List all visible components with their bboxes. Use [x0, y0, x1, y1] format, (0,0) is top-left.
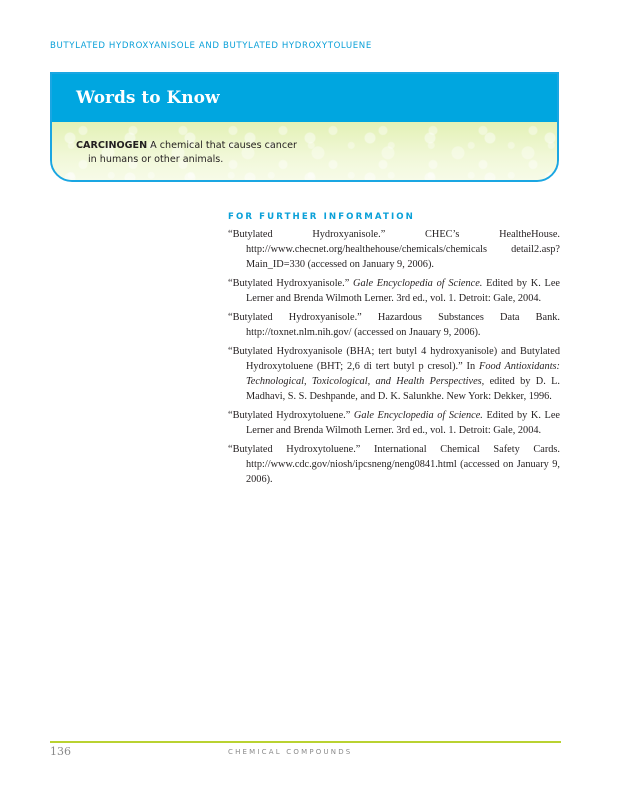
footer-book-title: CHEMICAL COMPOUNDS: [228, 748, 353, 756]
running-head: BUTYLATED HYDROXYANISOLE AND BUTYLATED HYDROXYTOLUENE: [50, 41, 372, 51]
words-to-know-header: [52, 74, 557, 122]
reference-italic: Gale Encyclopedia of Science.: [353, 410, 483, 421]
reference-list: [228, 227, 560, 491]
glossary-definition: A chemical that causes cancer in humans or other animals.: [88, 140, 297, 165]
reference-text: “Butylated Hydroxytoluene.” International Chemical Safety Cards. http://www.cdc.gov/niosh/ipcsneng/neng0841.html (accessed on January 9, 2006).: [228, 444, 560, 485]
reference-text-end: edited by D. L. Madhavi, S. S. Deshpande, and D. K. Salunkhe. New York: Dekker, 1996.: [246, 376, 560, 402]
reference-item: [228, 442, 560, 487]
reference-item: [228, 310, 560, 340]
words-to-know-body: [52, 122, 557, 180]
reference-text-end: Edited by K. Lee Lerner and Brenda Wilmoth Lerner. 3rd ed., vol. 1. Detroit: Gale, 2004.: [246, 410, 560, 436]
reference-italic: Gale Encyclopedia of Science.: [353, 278, 483, 289]
reference-text: “Butylated Hydroxytoluene.”: [228, 410, 354, 421]
reference-item: [228, 227, 560, 272]
reference-text: “Butylated Hydroxyanisole.”: [228, 278, 354, 289]
reference-item: [228, 276, 560, 306]
footer-rule: [50, 741, 561, 743]
reference-text: “Butylated Hydroxyanisole.” Hazardous Substances Data Bank. http://toxnet.nlm.nih.gov/ (accessed on Jnauary 9, 2006).: [228, 312, 560, 338]
reference-item: [228, 344, 560, 404]
reference-italic: Food Antioxidants: Technological, Toxicological, and Health Perspectives,: [246, 361, 560, 387]
words-to-know-title: Words to Know: [76, 88, 220, 108]
reference-text: “Butylated Hydroxyanisole.” CHEC’s HealtheHouse. http://www.checnet.org/healthehouse/chemicals/chemicals detail2.asp?Main_ID=330 (accessed on January 9, 2006).: [228, 229, 560, 270]
reference-text: “Butylated Hydroxyanisole (BHA; tert butyl 4 hydroxyanisole) and Butylated Hydroxytoluene (BHT; 2,6 di tert butyl p cresol).” In: [228, 346, 560, 372]
reference-item: [228, 408, 560, 438]
reference-text-end: Edited by K. Lee Lerner and Brenda Wilmoth Lerner. 3rd ed., vol. 1. Detroit: Gale, 2004.: [246, 278, 560, 304]
page-number: 136: [50, 745, 71, 758]
further-information-heading: FOR FURTHER INFORMATION: [228, 212, 415, 222]
glossary-term: CARCINOGEN: [76, 140, 148, 151]
glossary-entry: [76, 139, 298, 167]
words-to-know-box: [50, 72, 559, 182]
